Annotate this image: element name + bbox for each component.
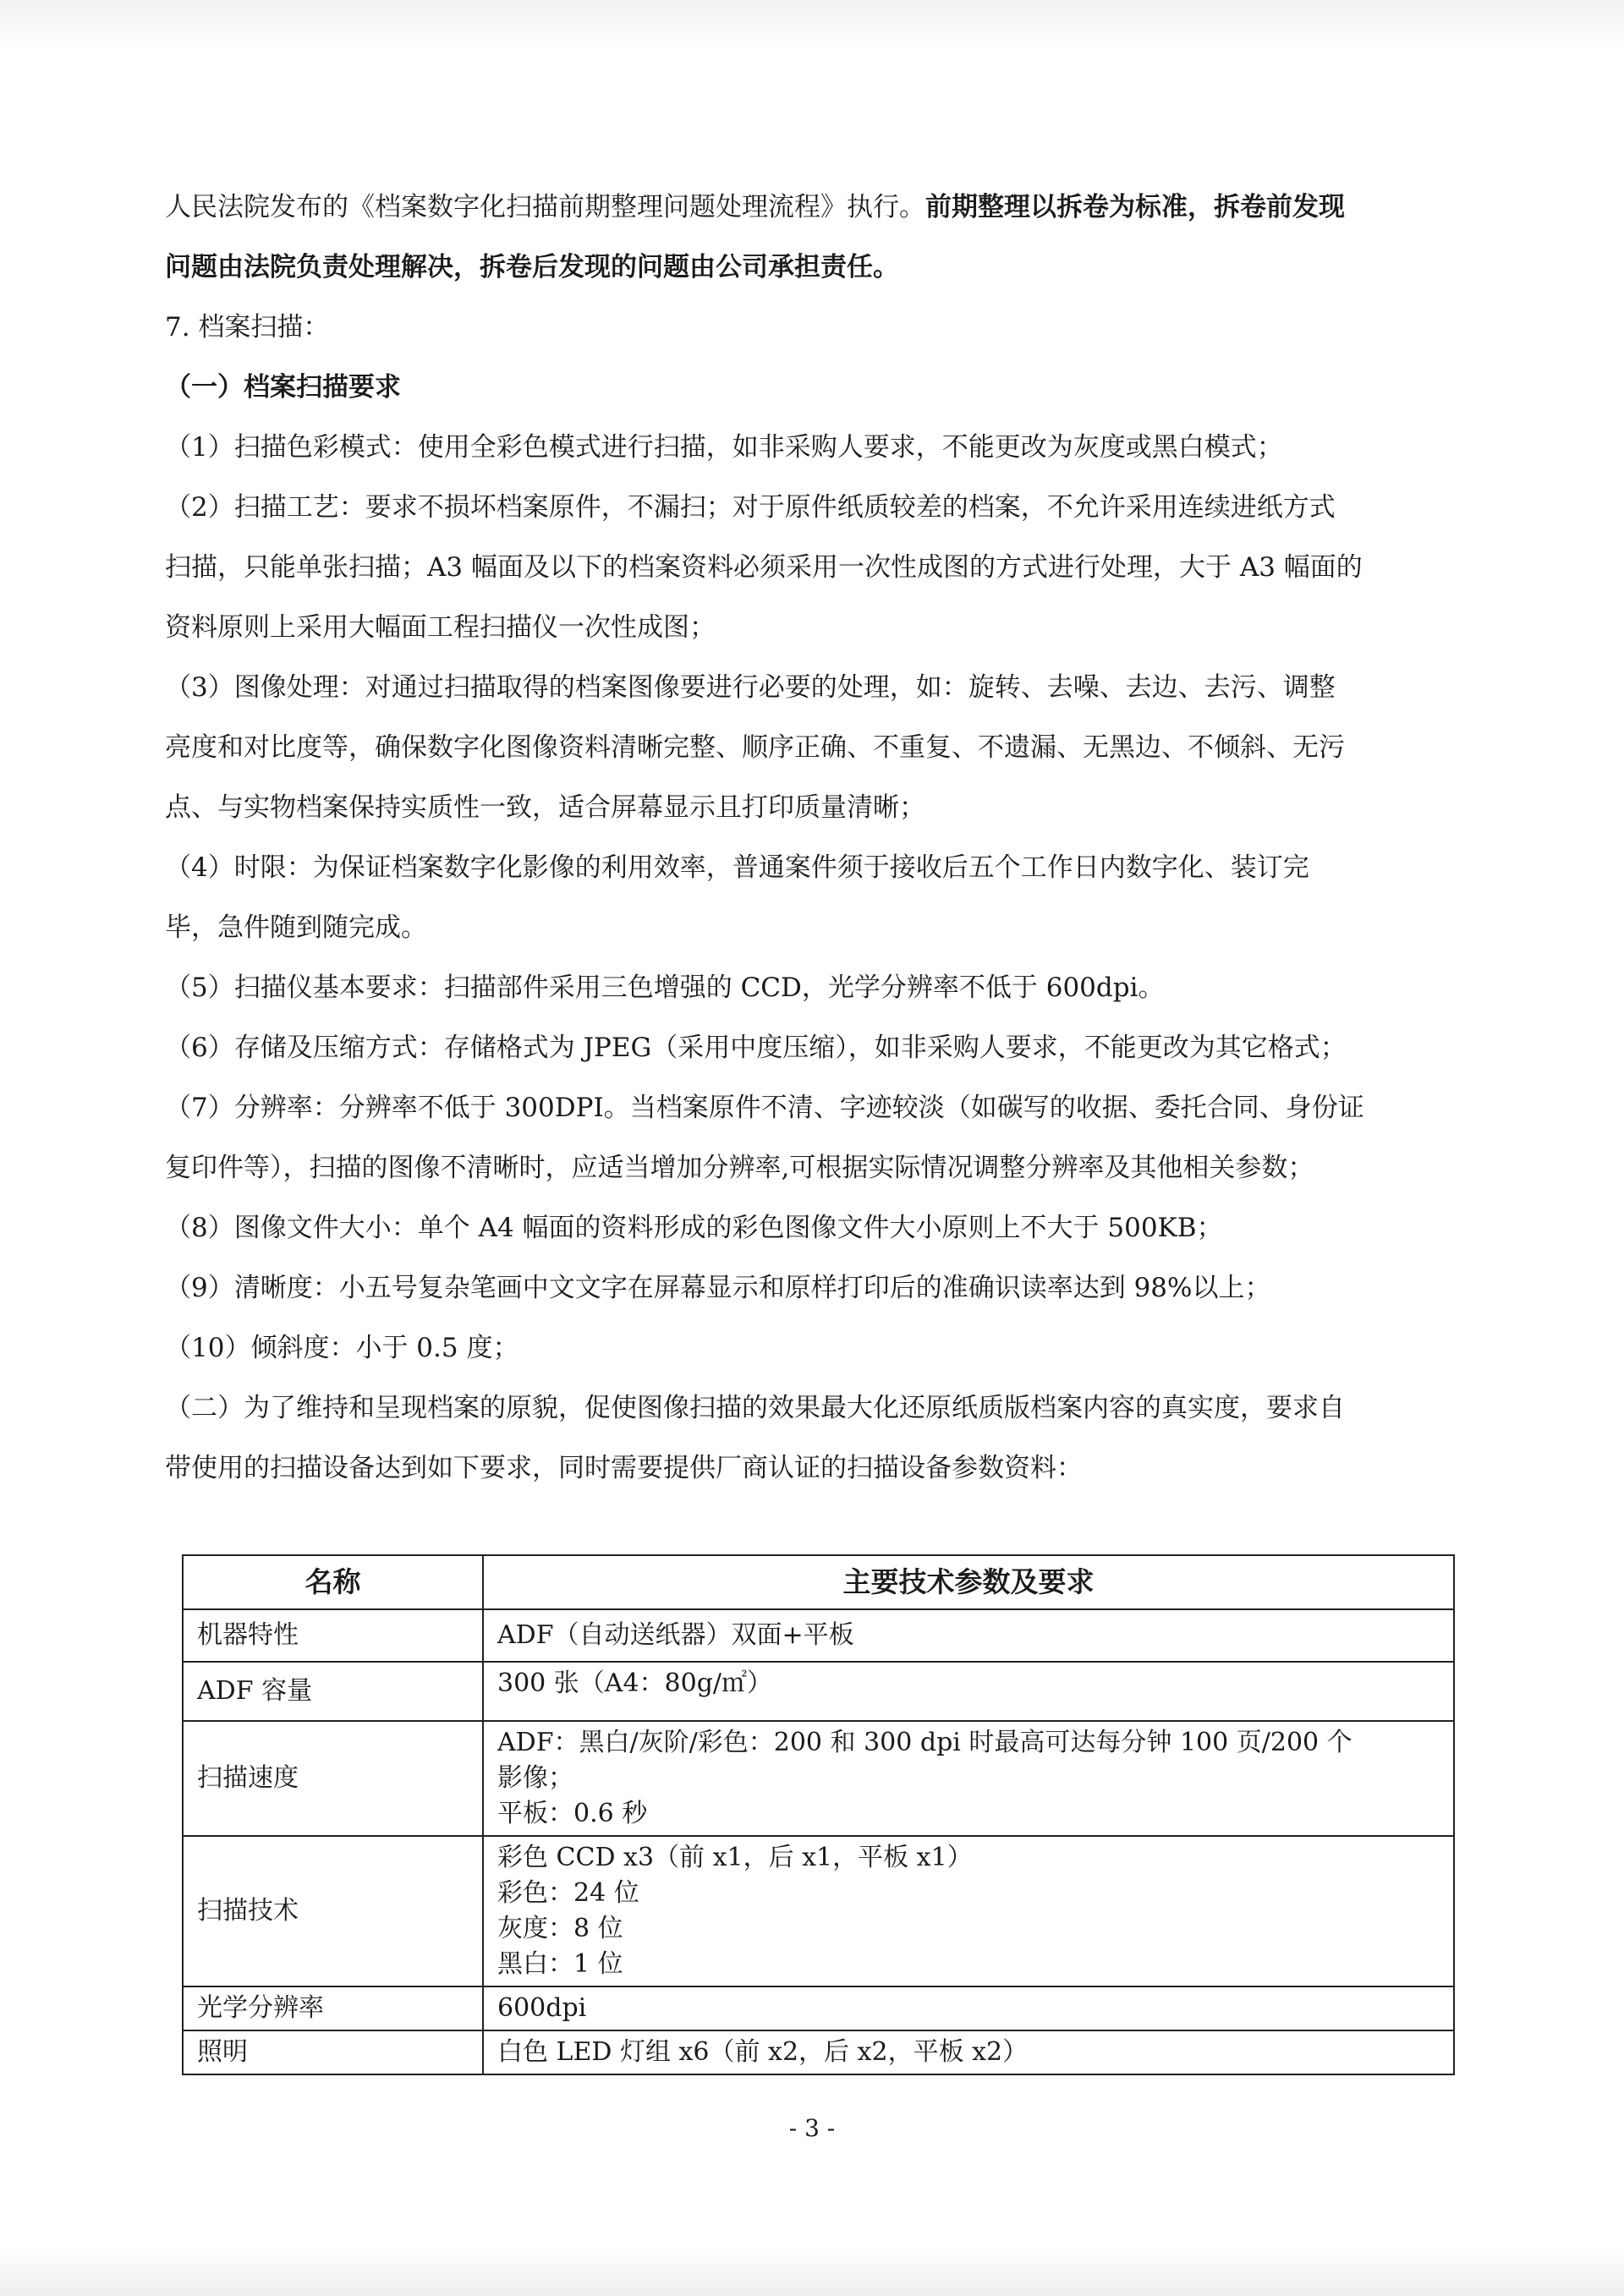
list-item: 带使用的扫描设备达到如下要求，同时需要提供厂商认证的扫描设备参数资料： <box>165 1453 1083 1483</box>
intro-line-1 <box>165 178 1472 238</box>
row-spec <box>483 1662 1454 1721</box>
intro-text-normal: 人民法院发布的《档案数字化扫描前期整理问题处理流程》执行。 <box>165 192 925 222</box>
intro-line-2: 问题由法院负责处理解决，拆卷后发现的问题由公司承担责任。 <box>165 252 899 282</box>
spec-line: 黑白：1 位 <box>497 1949 623 1979</box>
spec-line: ADF：黑白/灰阶/彩色：200 和 300 dpi 时最高可达每分钟 100 页/200 个 <box>497 1728 1352 1757</box>
column-header-name: 名称 <box>183 1555 483 1609</box>
list-item: （4）时限：为保证档案数字化影像的利用效率，普通案件须于接收后五个工作日内数字化、装订完 <box>165 852 1309 883</box>
row-name: 扫描速度 <box>183 1721 483 1836</box>
spec-line: 白色 LED 灯组 x6（前 x2，后 x2，平板 x2） <box>497 2037 1029 2067</box>
spec-line: 影像； <box>497 1763 573 1793</box>
row-spec <box>483 2030 1454 2074</box>
list-item: （1）扫描色彩模式：使用全彩色模式进行扫描，如非采购人要求，不能更改为灰度或黑白模式； <box>165 432 1283 463</box>
scanner-spec-table <box>182 1554 1455 2075</box>
spec-line: 平板：0.6 秒 <box>497 1799 648 1828</box>
list-item: 毕，急件随到随完成。 <box>165 912 427 943</box>
list-item: （6）存储及压缩方式：存储格式为 JPEG（采用中度压缩），如非采购人要求，不能更改为其它格式； <box>165 1033 1347 1063</box>
row-name: 光学分辨率 <box>183 1986 483 2030</box>
row-name: ADF 容量 <box>183 1662 483 1721</box>
table-row <box>183 1662 1454 1721</box>
scan-top-edge <box>0 0 1624 51</box>
table-row <box>183 2030 1454 2074</box>
table-row <box>183 1721 1454 1836</box>
row-spec <box>483 1986 1454 2030</box>
list-item: 复印件等），扫描的图像不清晰时，应适当增加分辨率,可根据实际情况调整分辨率及其他相关参数； <box>165 1153 1314 1183</box>
list-item: （3）图像处理：对通过扫描取得的档案图像要进行必要的处理，如：旋转、去噪、去边、去污、调整 <box>165 672 1336 703</box>
spec-line: 灰度：8 位 <box>497 1914 623 1943</box>
table-row <box>183 1609 1454 1662</box>
list-item: （10）倾斜度：小于 0.5 度； <box>165 1333 519 1363</box>
row-spec <box>483 1836 1454 1986</box>
row-name: 扫描技术 <box>183 1836 483 1986</box>
spec-line: ADF（自动送纸器）双面+平板 <box>497 1620 854 1650</box>
list-item: （7）分辨率：分辨率不低于 300DPI。当档案原件不清、字迹较淡（如碳写的收据、委托合同、身份证 <box>165 1093 1364 1123</box>
row-name: 机器特性 <box>183 1609 483 1662</box>
list-item: 扫描，只能单张扫描；A3 幅面及以下的档案资料必须采用一次性成图的方式进行处理，大于 A3 幅面的 <box>165 552 1363 583</box>
page-number: - 3 - <box>788 2114 836 2142</box>
row-name: 照明 <box>183 2030 483 2074</box>
list-item: （9）清晰度：小五号复杂笔画中文文字在屏幕显示和原样打印后的准确识读率达到 98%以上； <box>165 1273 1271 1303</box>
list-item: 点、与实物档案保持实质性一致，适合屏幕显示且打印质量清晰； <box>165 792 925 823</box>
list-item: （二）为了维持和呈现档案的原貌，促使图像扫描的效果最大化还原纸质版档案内容的真实度，要求自 <box>165 1393 1345 1423</box>
scan-bottom-edge <box>0 2249 1624 2296</box>
list-item: （8）图像文件大小：单个 A4 幅面的资料形成的彩色图像文件大小原则上不大于 500KB； <box>165 1213 1223 1243</box>
row-spec <box>483 1609 1454 1662</box>
table-row <box>183 1986 1454 2030</box>
spec-line: 300 张（A4：80g/㎡） <box>497 1669 773 1698</box>
subsection-1-heading: （一）档案扫描要求 <box>165 372 401 403</box>
list-item: （5）扫描仪基本要求：扫描部件采用三色增强的 CCD，光学分辨率不低于 600dpi。 <box>165 973 1165 1003</box>
table-row <box>183 1836 1454 1986</box>
table-header-row <box>183 1555 1454 1609</box>
spec-line: 600dpi <box>497 1993 587 2023</box>
column-header-spec: 主要技术参数及要求 <box>483 1555 1454 1609</box>
intro-text-bold: 前期整理以拆卷为标准，拆卷前发现 <box>925 192 1345 222</box>
list-item: 资料原则上采用大幅面工程扫描仪一次性成图； <box>165 612 716 643</box>
section-7-heading: 7. 档案扫描： <box>165 312 330 342</box>
spec-line: 彩色 CCD x3（前 x1，后 x1，平板 x1） <box>497 1843 973 1872</box>
list-item: （2）扫描工艺：要求不损坏档案原件，不漏扫；对于原件纸质较差的档案，不允许采用连续进纸方式 <box>165 492 1336 523</box>
document-body <box>165 178 1472 1499</box>
list-item: 亮度和对比度等，确保数字化图像资料清晰完整、顺序正确、不重复、不遗漏、无黑边、不倾斜、无污 <box>165 732 1345 763</box>
row-spec <box>483 1721 1454 1836</box>
spec-line: 彩色：24 位 <box>497 1878 639 1908</box>
